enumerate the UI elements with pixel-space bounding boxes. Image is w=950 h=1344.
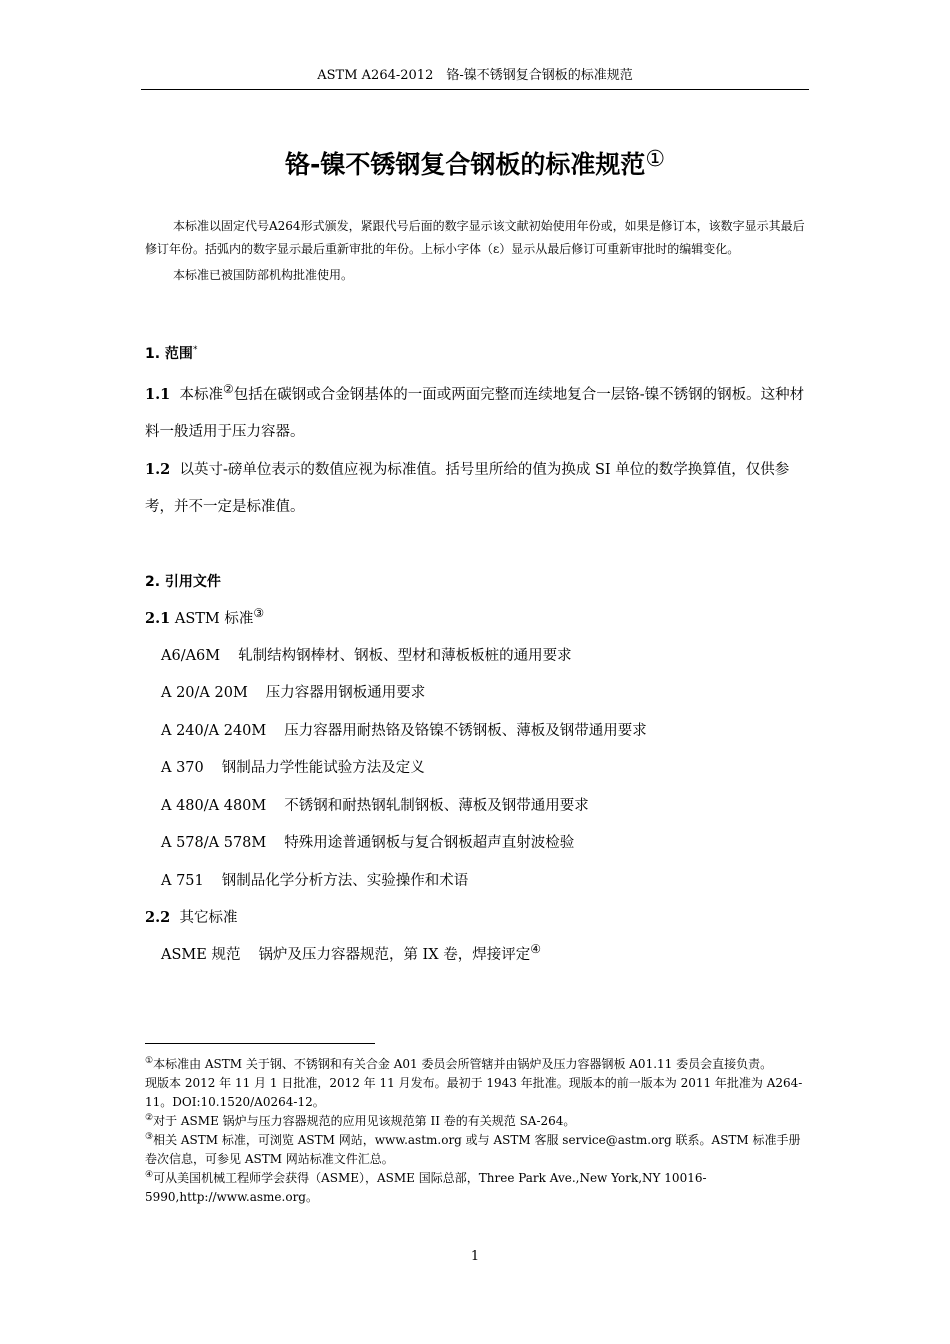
title-footnote-mark: ① [645,147,666,172]
subsection-2-1-number: 2.1 [145,610,171,627]
astm-ref-code: A6/A6M [161,648,221,664]
astm-ref-item [161,683,425,703]
astm-ref-title: 不锈钢和耐热钢轧制钢板、薄板及钢带通用要求 [284,798,589,814]
footnote-4-text: 可从美国机械工程师学会获得（ASME），ASME 国际总部，Three Park Ave.,New York,NY 10016-5990,http://www.asme.org。 [145,1171,707,1204]
paragraph-1-1-pre: 本标准 [179,387,223,403]
footnote-1 [145,1055,809,1074]
paragraph-1-1-post: 包括在碳钢或合金钢基体的一面或两面完整而连续地复合一层铬-镍不锈钢的钢板。这种材料一般适用于压力容器。 [145,387,805,440]
astm-ref-title: 轧制结构钢棒材、钢板、型材和薄板板桩的通用要求 [238,648,572,664]
astm-ref-title: 压力容器用耐热铬及铬镍不锈钢板、薄板及钢带通用要求 [284,723,647,739]
astm-ref-title: 特殊用途普通钢板与复合钢板超声直射波检验 [284,835,575,851]
footnote-4-mark: ④ [145,1170,154,1180]
footnote-2 [145,1112,809,1131]
paragraph-1-2 [145,451,809,526]
intro-block [145,215,809,287]
subsection-2-2 [145,908,237,928]
running-header: ASTM A264-2012 铬-镍不锈钢复合钢板的标准规范 [317,68,633,83]
footnote-1-mark: ① [145,1056,154,1066]
astm-ref-code: A 480/A 480M [161,798,267,814]
footnote-rule [145,1043,375,1044]
other-ref-code: ASME 规范 [161,947,241,963]
subsection-2-1 [145,606,265,629]
footnote-2-text: 对于 ASME 锅炉与压力容器规范的应用见该规范第 II 卷的有关规范 SA-264。 [153,1114,576,1128]
paragraph-1-2-number: 1.2 [145,461,171,478]
other-ref-footnote-mark: ④ [530,942,541,956]
astm-ref-item [161,833,574,853]
footnote-3 [145,1131,809,1169]
designation-note: 本标准以固定代号A264形式颁发，紧跟代号后面的数字显示该文献初始使用年份或，如果是修订本，该数字显示其最后修订年份。括弧内的数字显示最后重新审批的年份。上标小字体（ε）显示从最后修订可重新审批时的编辑变化。 [145,219,805,256]
astm-ref-code: A 578/A 578M [161,835,267,851]
section-1-heading-mark: * [192,345,198,355]
paragraph-1-2-text: 以英寸-磅单位表示的数值应视为标准值。括号里所给的值为换成 SI 单位的数学换算值，仅供参考，并不一定是标准值。 [145,462,790,515]
astm-ref-code: A 20/A 20M [161,685,248,701]
astm-ref-item [161,796,589,816]
astm-ref-code: A 370 [161,760,204,776]
footnote-3-text: 相关 ASTM 标准，可浏览 ASTM 网站，www.astm.org 或与 ASTM 客服 service@astm.org 联系。ASTM 标准手册卷次信息，可参见 ASTM 网站标准文件汇总。 [145,1133,801,1166]
subsection-2-2-text: 其它标准 [179,910,238,926]
footnote-2-mark: ② [145,1113,154,1123]
paragraph-1-1-number: 1.1 [145,386,171,403]
section-1-heading-text: 1. 范围 [145,346,193,362]
astm-ref-title: 钢制品化学分析方法、实验操作和术语 [221,873,469,889]
document-title [141,140,809,185]
other-ref-item [161,942,541,965]
astm-ref-title: 压力容器用钢板通用要求 [265,685,426,701]
section-1-heading [145,344,197,364]
other-ref-title: 锅炉及压力容器规范，第 IX 卷，焊接评定 [258,947,531,963]
astm-ref-title: 钢制品力学性能试验方法及定义 [221,760,425,776]
astm-ref-item [161,721,647,741]
page-number: 1 [470,1249,480,1264]
paragraph-1-1-footnote-mark: ② [222,382,234,396]
astm-ref-code: A 751 [161,873,204,889]
paragraph-1-1 [145,376,809,451]
astm-ref-code: A 240/A 240M [161,723,267,739]
section-2-heading: 2. 引用文件 [145,574,221,590]
astm-ref-item [161,871,468,891]
header-rule [141,89,809,90]
subsection-2-1-footnote-mark: ③ [253,606,265,620]
astm-ref-item [161,646,572,666]
footnote-4 [145,1169,809,1207]
astm-ref-item [161,758,425,778]
document-title-text: 铬-镍不锈钢复合钢板的标准规范 [284,150,646,179]
footnote-3-mark: ③ [145,1132,154,1142]
footnote-1-text: 本标准由 ASTM 关于钢、不锈钢和有关合金 A01 委员会所管辖并由锅炉及压力容器钢板 A01.11 委员会直接负责。 [153,1057,773,1071]
subsection-2-1-text: ASTM 标准 [174,611,254,627]
footnotes-block [145,1055,809,1207]
footnote-1-continued: 现版本 2012 年 11 月 1 日批准，2012 年 11 月发布。最初于 1943 年批准。现版本的前一版本为 2011 年批准为 A264-11。DOI:10.1520/A0264-12。 [145,1076,803,1109]
approval-note: 本标准已被国防部机构批准使用。 [173,268,354,282]
subsection-2-2-number: 2.2 [145,909,171,926]
